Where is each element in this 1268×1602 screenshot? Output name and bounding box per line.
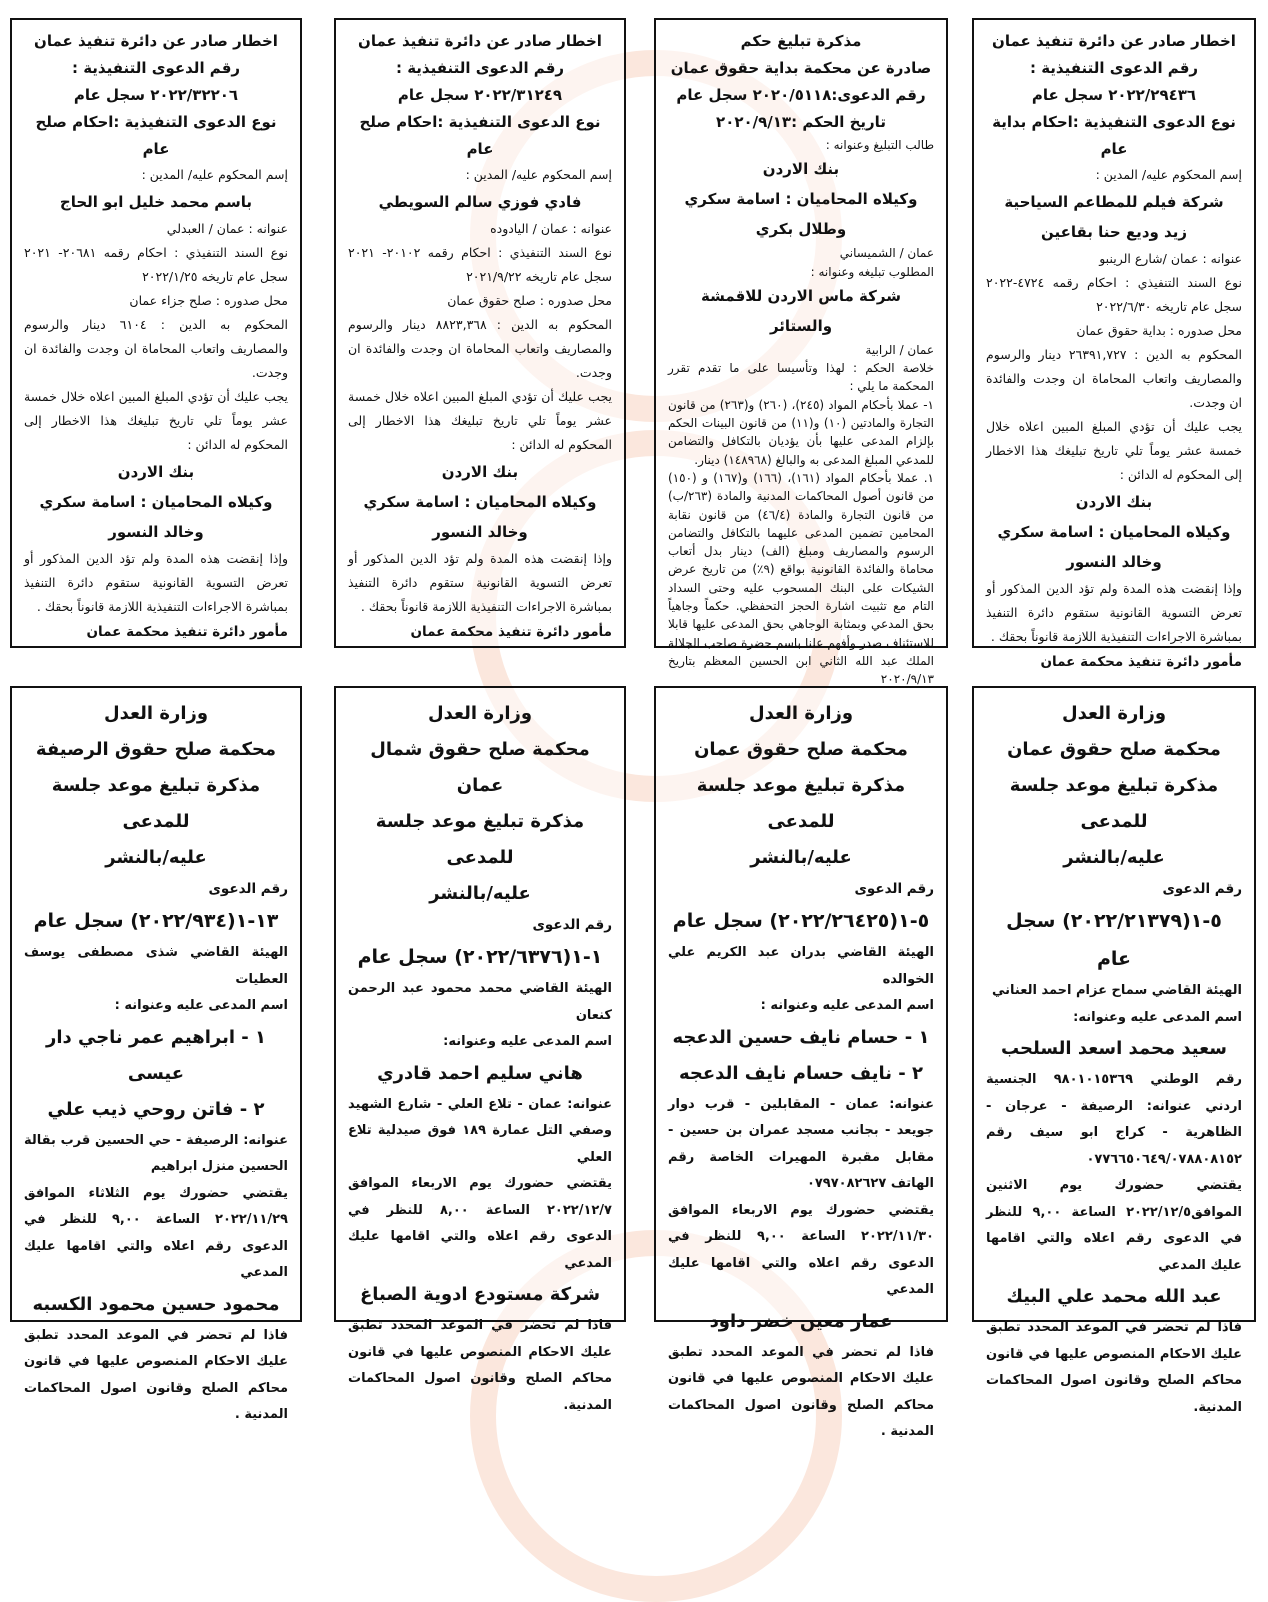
notice-line: رقم الدعوى [854, 881, 934, 897]
notice-line: فاذا لم تحضر في الموعد المحدد تطبق عليك الاحكام المنصوص عليها في قانون محاكم الصلح وقانون اصول المحاكمات المدنية . [24, 1327, 288, 1422]
notice-line: ٥-١(٢٠٢٢/٢١٣٧٩) سجل عام [1006, 910, 1222, 970]
notice-session-21379 [972, 686, 1256, 1415]
notice-line: ٢٠٢٢/٣٢٢٠٦ سجل عام [73, 86, 239, 104]
notice-line: عمان / الرابية [865, 342, 934, 357]
notice-line: وإذا إنقضت هذه المدة ولم تؤد الدين المذكور أو تعرض التسوية القانونية ستقوم دائرة التنفيذ بمباشرة الاجراءات التنفيذية اللازمة قانوناً بحقك . [986, 581, 1242, 644]
notice-execution-31249 [334, 18, 626, 648]
notice-line: شركة مستودع ادوية الصباغ [359, 1284, 601, 1305]
notice-line: وكيلاه المحاميان : اسامة سكري وطلال بكري [684, 190, 918, 239]
notice-line: اخطار صادر عن دائرة تنفيذ عمان [992, 32, 1236, 50]
notice-line: ١-١(٢٠٢٢/٦٣٧٦) سجل عام [357, 946, 603, 968]
notice-line: مذكرة تبليغ موعد جلسة للمدعى [375, 811, 585, 868]
notice-line: مأمور دائرة تنفيذ محكمة عمان [410, 624, 612, 640]
notice-line: المحكوم به الدين : ٦١٠٤ دينار والرسوم والمصاريف واتعاب المحاماة ان وجدت والفائدة ان وجدت. [24, 317, 288, 380]
notice-line: زيد وديع حنا بقاعين [1041, 223, 1187, 241]
notice-line: مأمور دائرة تنفيذ محكمة عمان [1040, 654, 1242, 670]
notice-line: فاذا لم تحضر في الموعد المحدد تطبق عليك الاحكام المنصوص عليها في قانون محاكم الصلح وقانون اصول المحاكمات المدنية. [348, 1318, 612, 1413]
notice-line: رقم الوطني ٩٨٠١٠١٥٣٦٩ الجنسية اردني عنوانه: الرصيفة - عرجان - الظاهرية - كراج ابو سيف رقم ٠٧٧٦٦٥٠٦٤٩/٠٧٨٨٠٨١٥٢ [986, 1072, 1242, 1167]
notice-line: شركة ماس الاردن للاقمشة والستائر [701, 286, 901, 335]
notice-line: باسم محمد خليل ابو الحاج [59, 193, 253, 211]
notice-line: عنوانه : عمان /شارع الرينبو [1099, 251, 1242, 266]
notice-line: الهيئة القاضي شذى مصطفى يوسف العطيات [24, 945, 288, 987]
notice-line: عنوانه: الرصيفة - حي الحسين قرب بقالة الحسين منزل ابراهيم [24, 1132, 288, 1174]
notice-line: عمار معين خضر داود [709, 1310, 893, 1332]
notice-line: إسم المحكوم عليه/ المدين : [141, 167, 288, 182]
notice-line: يقتضي حضورك يوم الاربعاء الموافق ٢٠٢٢/١١/٣٠ الساعة ٩,٠٠ للنظر في الدعوى رقم اعلاه والتي اقامها عليك المدعي [668, 1202, 934, 1297]
notice-session-6376 [334, 686, 626, 1413]
notice-line: سعيد محمد اسعد السلحب [1000, 1038, 1228, 1059]
notice-line: ١- عملا بأحكام المواد (٢٤٥)، (٢٦٠) و(٢٦٣) من قانون التجارة والمادتين (١٠) و(١١) من قانون البينات الحكم بإلزام المدعى عليها بأن يؤديان بالتكافل والتضامن للمدعي المبلغ المدعى به والبالغ (١٤٨٩٦٨) دينار. [668, 397, 934, 467]
notice-line: إسم المحكوم عليه/ المدين : [465, 167, 612, 182]
notice-line: رقم الدعوى التنفيذية : [395, 59, 565, 77]
notice-session-26425 [654, 686, 948, 1439]
notice-line: يقتضي حضورك يوم الاثنين الموافق٢٠٢٢/١٢/٥ الساعة ٩,٠٠ للنظر في الدعوى رقم اعلاه والتي اقامها عليك المدعي [986, 1178, 1242, 1273]
notice-line: يجب عليك أن تؤدي المبلغ المبين اعلاه خلال خمسة عشر يوماً تلي تاريخ تبليغك هذا الاخطار إلى المحكوم له الدائن : [24, 389, 288, 452]
notice-line: ١ - ابراهيم عمر ناجي دار عيسى [45, 1026, 267, 1084]
notice-line: يقتضي حضورك يوم الثلاثاء الموافق ٢٠٢٢/١١/٢٩ الساعة ٩,٠٠ للنظر في الدعوى رقم اعلاه والتي اقامها عليك المدعي [24, 1185, 288, 1280]
notice-line: اسم المدعى عليه وعنوانه : [114, 998, 288, 1013]
notice-line: مأمور دائرة تنفيذ محكمة عمان [86, 624, 288, 640]
notice-line: محكمة صلح حقوق عمان [694, 739, 908, 760]
notice-line: يجب عليك أن تؤدي المبلغ المبين اعلاه خلال خمسة عشر يوماً تلي تاريخ تبليغك هذا الاخطار إلى المحكوم له الدائن : [348, 389, 612, 452]
notice-line: الهيئة القاضي سماح عزام احمد العناني [992, 983, 1242, 998]
notice-line: عنوانه: عمان - تلاع العلي - شارع الشهيد وصفي التل عمارة ١٨٩ فوق صيدلية تلاع العلي [348, 1096, 612, 1165]
notice-line: بنك الاردن [762, 160, 840, 179]
notice-line: عمان / الشميساني [839, 246, 934, 261]
notice-line: ٢٠٢٢/٢٩٤٣٦ سجل عام [1031, 86, 1197, 104]
notice-line: محكمة صلح حقوق شمال عمان [370, 739, 590, 796]
notice-line: بنك الاردن [441, 463, 519, 481]
notice-line: وإذا إنقضت هذه المدة ولم تؤد الدين المذكور أو تعرض التسوية القانونية ستقوم دائرة التنفيذ بمباشرة الاجراءات التنفيذية اللازمة قانوناً بحقك . [348, 551, 612, 614]
notice-line: وكيلاه المحاميان : اسامة سكري وخالد النسور [363, 493, 597, 541]
notice-line: عليه/بالنشر [429, 883, 531, 904]
notice-line: مذكرة تبليغ موعد جلسة للمدعى [1009, 775, 1219, 832]
notice-line: مذكرة تبليغ موعد جلسة للمدعى [51, 775, 261, 832]
notice-line: مذكرة تبليغ موعد جلسة للمدعى [696, 775, 906, 832]
notice-line: اسم المدعى عليه وعنوانه: [1073, 1009, 1242, 1025]
notice-line: نوع الدعوى التنفيذية :احكام بداية عام [992, 113, 1236, 158]
notice-line: رقم الدعوى:٢٠٢٠/٥١١٨ سجل عام [676, 86, 926, 104]
notice-line: فادي فوزي سالم السويطي [378, 193, 582, 211]
notice-line: وزارة العدل [1061, 703, 1167, 724]
notice-line: رقم الدعوى التنفيذية : [1029, 59, 1199, 77]
notice-line: ١ - حسام نايف حسين الدعجه [672, 1026, 930, 1048]
notice-line: هاني سليم احمد قادري [377, 1062, 583, 1084]
notice-line: وزارة العدل [103, 703, 209, 724]
notice-line: وإذا إنقضت هذه المدة ولم تؤد الدين المذكور أو تعرض التسوية القانونية ستقوم دائرة التنفيذ بمباشرة الاجراءات التنفيذية اللازمة قانوناً بحقك . [24, 551, 288, 614]
notice-line: بنك الاردن [1075, 493, 1153, 511]
notice-line: ٢ - نايف حسام نايف الدعجه [679, 1062, 923, 1084]
notice-line: ٢٠٢٢/٣١٢٤٩ سجل عام [397, 86, 563, 104]
notice-line: عنوانه: عمان - المقابلين - قرب دوار جويعد - بجانب مسجد عمران بن حسين - مقابل مقبرة المهيرات الخاصة رقم الهاتف ٠٧٩٧٠٨٢٦٢٧ [668, 1096, 934, 1191]
notice-line: المحكوم به الدين : ٢٦٣٩١,٧٢٧ دينار والرسوم والمصاريف واتعاب المحاماة ان وجدت والفائدة ان وجدت. [986, 347, 1242, 410]
notice-line: عليه/بالنشر [1063, 847, 1165, 868]
notice-line: شركة فيلم للمطاعم السياحية [1004, 193, 1224, 211]
notice-line: فاذا لم تحضر في الموعد المحدد تطبق عليك الاحكام المنصوص عليها في قانون محاكم الصلح وقانون اصول المحاكمات المدنية . [668, 1344, 934, 1439]
notice-line: يجب عليك أن تؤدي المبلغ المبين اعلاه خلال خمسة عشر يوماً تلي تاريخ تبليغك هذا الاخطار إلى المحكوم له الدائن : [986, 419, 1242, 482]
notice-line: الهيئة القاضي محمد محمود عبد الرحمن كنعان [348, 981, 612, 1023]
notice-line: إسم المحكوم عليه/ المدين : [1095, 167, 1242, 182]
notice-line: ١. عملا بأحكام المواد (١٦١)، (١٦٦) و(١٦٧) و (١٥٠) من قانون أصول المحاكمات المدنية والمادة (٢٦٣/ب) من قانون التجارة والمادة (٤٦/٤) من قانون نقابة المحامين تضمين المدعى عليهما بالتكافل والتضامن الرسوم والمصاريف ومبلغ (الف) دينار بدل أتعاب محاماة والفائدة القانونية بواقع (٩٪) من تاريخ عرض الشيكات على البنك المسحوب عليه وحتى السداد التام مع تثبيت اشارة الحجز التحفظي. حكماً وجاهياً بحق المدعي وبمثابة الوجاهي بحق المدعى عليها قابلا للاستئناف صدر وأفهم علنا باسم حضرة صاحب الجلالة الملك عبد الله الثاني ابن الحسين المعظم بتاريخ ٢٠٢٠/٩/١٣ [668, 470, 934, 687]
notice-line: رقم الدعوى التنفيذية : [71, 59, 241, 77]
notice-line: وزارة العدل [748, 703, 854, 724]
notice-judgment-5118 [654, 18, 948, 687]
notice-line: محكمة صلح حقوق عمان [1007, 739, 1221, 760]
notice-line: رقم الدعوى [208, 881, 288, 897]
notice-line: المطلوب تبليغه وعنوانه : [810, 264, 934, 279]
notice-line: بنك الاردن [117, 463, 195, 481]
notice-line: نوع السند التنفيذي : احكام رقمه ٤٧٢٤-٢٠٢٢ سجل عام تاريخه ٢٠٢٢/٦/٣٠ [986, 275, 1242, 314]
notice-line: المحكوم به الدين : ٨٨٢٣,٣٦٨ دينار والرسوم والمصاريف واتعاب المحاماة ان وجدت والفائدة ان وجدت. [348, 317, 612, 380]
notice-line: محل صدوره : صلح جزاء عمان [129, 293, 288, 308]
notice-line: عليه/بالنشر [105, 847, 207, 868]
notice-line: تاريخ الحكم :٢٠٢٠/٩/١٣ [716, 113, 886, 131]
notice-line: محل صدوره : صلح حقوق عمان [447, 293, 612, 308]
notice-line: محمود حسين محمود الكسبه [32, 1293, 280, 1315]
notice-line: الهيئة القاضي بدران عبد الكريم علي الخوالده [668, 945, 934, 987]
notice-line: عليه/بالنشر [750, 847, 852, 868]
notice-line: عنوانه : عمان / اليادوده [490, 221, 612, 236]
notice-line: نوع السند التنفيذي : احكام رقمه ٢٠١٠٢- ٢٠٢١ سجل عام تاريخه ٢٠٢١/٩/٢٢ [348, 245, 613, 284]
notice-line: يقتضي حضورك يوم الاربعاء الموافق ٢٠٢٢/١٢/٧ الساعة ٨,٠٠ للنظر في الدعوى رقم اعلاه والتي اقامها عليك المدعي [348, 1176, 612, 1271]
notice-line: ٢ - فاتن روحي ذيب علي [47, 1098, 265, 1120]
notice-session-934 [10, 686, 302, 1422]
notice-line: طالب التبليغ وعنوانه : [825, 138, 934, 152]
notice-line: وزارة العدل [427, 703, 533, 724]
notice-line: ٥-١(٢٠٢٢/٢٦٤٢٥) سجل عام [672, 910, 930, 932]
notice-execution-32206 [10, 18, 302, 648]
notice-line: نوع الدعوى التنفيذية :احكام صلح عام [359, 113, 601, 158]
notice-line: فاذا لم تحضر في الموعد المحدد تطبق عليك الاحكام المنصوص عليها في قانون محاكم الصلح وقانون اصول المحاكمات المدنية. [986, 1320, 1242, 1415]
notice-line: مذكرة تبليغ حكم [740, 32, 862, 50]
notice-line: عبد الله محمد علي البيك [1006, 1286, 1222, 1307]
notice-line: عنوانه : عمان / العبدلي [166, 221, 288, 236]
notice-line: اخطار صادر عن دائرة تنفيذ عمان [358, 32, 602, 50]
notice-line: اسم المدعى عليه وعنوانه : [760, 998, 934, 1013]
notice-line: نوع الدعوى التنفيذية :احكام صلح عام [35, 113, 277, 158]
notice-line: محل صدوره : بداية حقوق عمان [1076, 323, 1242, 338]
notice-line: وكيلاه المحاميان : اسامة سكري وخالد النسور [39, 493, 273, 541]
notice-line: وكيلاه المحاميان : اسامة سكري وخالد النسور [997, 523, 1231, 571]
notice-line: صادرة عن محكمة بداية حقوق عمان [670, 59, 932, 77]
notice-execution-29436 [972, 18, 1256, 670]
notice-line: ١٣-١(٢٠٢٢/٩٣٤) سجل عام [33, 910, 279, 932]
notice-line: رقم الدعوى [532, 917, 612, 933]
notice-line: نوع السند التنفيذي : احكام رقمه ٢٠٦٨١- ٢٠٢١ سجل عام تاريخه ٢٠٢٢/١/٢٥ [24, 245, 289, 284]
notice-line: اسم المدعى عليه وعنوانه: [443, 1034, 612, 1049]
notice-line: اخطار صادر عن دائرة تنفيذ عمان [34, 32, 278, 50]
notice-line: خلاصة الحكم : لهذا وتأسيسا على ما تقدم تقرر المحكمة ما يلي : [668, 361, 934, 394]
notice-line: رقم الدعوى [1162, 881, 1242, 897]
notice-line: محكمة صلح حقوق الرصيفة [35, 739, 277, 760]
